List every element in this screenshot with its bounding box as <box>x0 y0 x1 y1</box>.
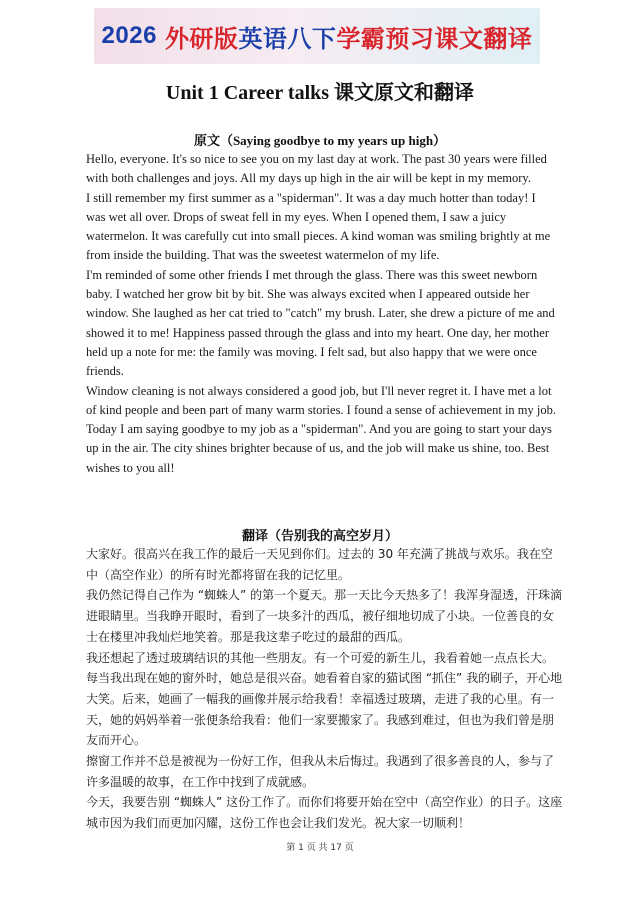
translation-paragraph: 今天，我要告别 “蜘蛛人” 这份工作了。而你们将要开始在空中（高空作业）的日子。这座城市因为我们而更加闪耀，这份工作也会让我们发光。祝大家一切顺利！ <box>86 795 563 831</box>
original-text <box>86 150 558 478</box>
original-paragraph: Today I am saying goodbye to my job as a "spiderman". And you are going to start your days up in the air. The city shines brighter because of us, and the job will make us shine, too. Best wishes to you all! <box>86 422 552 475</box>
original-heading: 原文（Saying goodbye to my years up high） <box>193 133 447 148</box>
banner-subject: 英语八下 <box>238 25 337 53</box>
translation-paragraph: 擦窗工作并不总是被视为一份好工作，但我从未后悔过。我遇到了很多善良的人，参与了许多温暖的故事，在工作中找到了成就感。 <box>86 754 555 789</box>
translation-paragraph: 我仍然记得自己作为 “蜘蛛人” 的第一个夏天。那一天比今天热多了！我浑身湿透，汗珠滴进眼睛里。当我睁开眼时，看到了一块多汁的西瓜，被仔细地切成了小块。一位善良的女士在楼里冲我灿烂地笑着。那是我这辈子吃过的最甜的西瓜。 <box>86 588 563 644</box>
banner-publisher: 外研版 <box>164 25 239 53</box>
translation-text <box>86 544 564 834</box>
original-paragraph: I still remember my first summer as a "spiderman". It was a day much hotter than today! I was wet all over. Drops of sweat fell in my eyes. When I opened them, I saw a juicy watermelon. It was carefully cut into small pieces. A kind woman was smiling brightly at me from inside the building. That was the sweetest watermelon of my life. <box>86 190 551 263</box>
translation-paragraph: 我还想起了透过玻璃结识的其他一些朋友。有一个可爱的新生儿，我看着她一点点长大。每当我出现在她的窗外时，她总是很兴奋。她看着自家的猫试图 “抓住” 我的刷子，开心地大笑。后来，她画了一幅我的画像并展示给我看！幸福透过玻璃，走进了我的心里。有一天，她的妈妈举着一张便条给我看：他们一家要搬家了。我感到难过，但也为我们曾是朋友而开心。 <box>86 650 563 748</box>
original-paragraph: Hello, everyone. It's so nice to see you on my last day at work. The past 30 years were filled with both challenges and joys. All my days up high in the air will be kept in my memory. <box>86 152 547 186</box>
translation-heading: 翻译（告别我的高空岁月） <box>241 528 398 543</box>
banner-year: 2026 <box>101 22 157 49</box>
translation-paragraph: 大家好。很高兴在我工作的最后一天见到你们。过去的 30 年充满了挑战与欢乐。我在空中（高空作业）的所有时光都将留在我的记忆里。 <box>86 547 553 582</box>
page-number: 第 1 页 共 17 页 <box>286 843 354 853</box>
original-paragraph: Window cleaning is not always considered a good job, but I'll never regret it. I have met a lot of kind people and been part of many warm stories. I found a sense of achievement in my job. <box>86 383 557 417</box>
page-title: Unit 1 Career talks 课文原文和翻译 <box>165 82 475 104</box>
banner-tagline: 学霸预习课文翻译 <box>336 25 533 53</box>
header-banner <box>94 8 540 64</box>
original-paragraph: I'm reminded of some other friends I met through the glass. There was this sweet newborn baby. I watched her grow bit by bit. She was always excited when I appeared outside her window. She laughed as her cat tried to "catch" my brush. Later, she drew a picture of me and showed it to me! Happiness passed through the glass and into my heart. One day, her mother held up a note for me: the family was moving. I felt sad, but also happy that we were once friends. <box>86 267 555 379</box>
